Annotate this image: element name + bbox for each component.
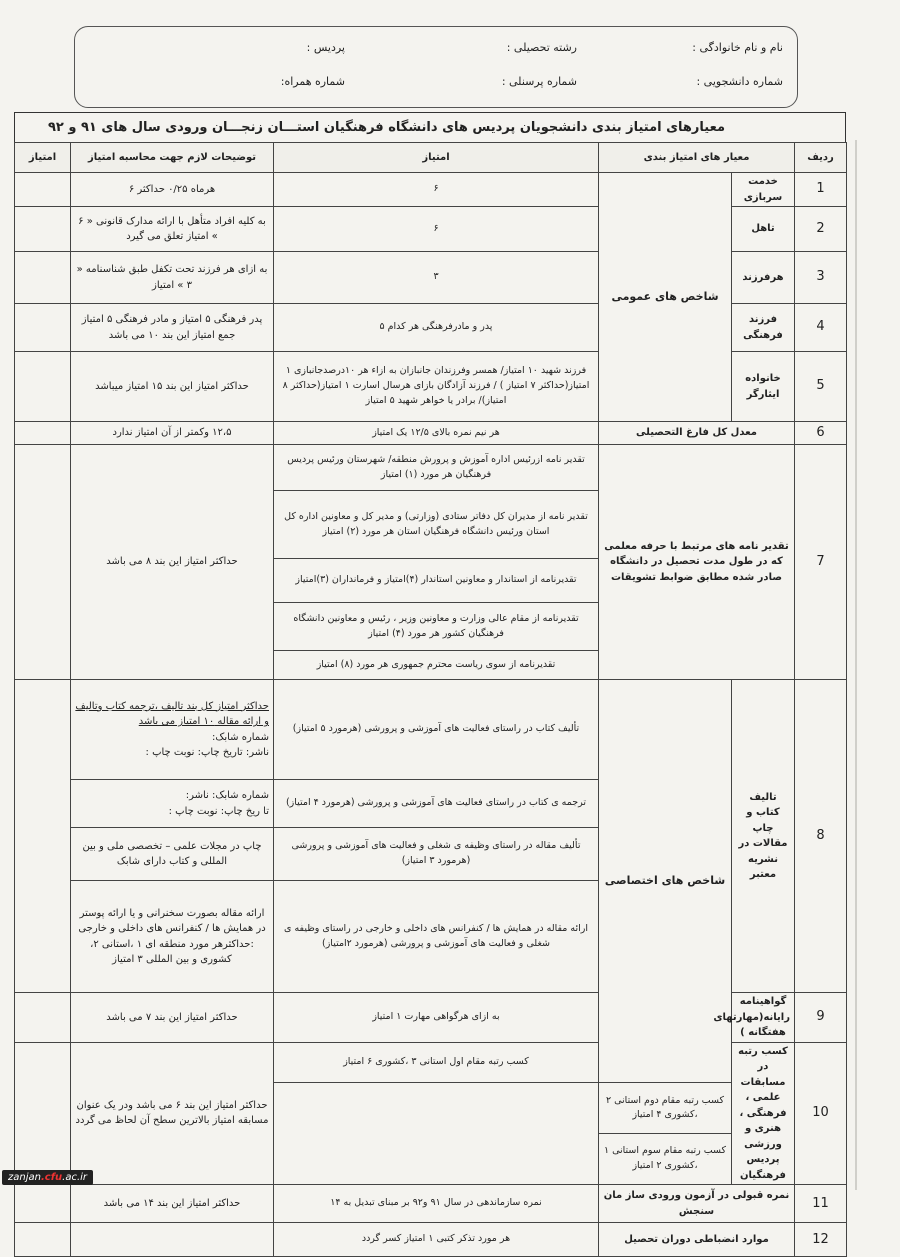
notes-cell: هرماه ۰/۲۵ حداکثر ۶ xyxy=(71,173,274,207)
notes-cell: حداکثر امتیاز این بند ۸ می باشد xyxy=(71,445,274,680)
sub-score-cell: تقدیرنامه از سوی ریاست محترم جمهوری هر مورد (۸) امتیاز xyxy=(274,651,599,680)
site-watermark xyxy=(2,1170,93,1185)
score-cell: ۶ xyxy=(274,207,599,252)
final-score-cell[interactable] xyxy=(15,352,71,422)
notes-cell: پدر فرهنگی ۵ امتیاز و مادر فرهنگی ۵ امتیاز جمع امتیاز این بند ۱۰ می باشد xyxy=(71,304,274,352)
final-score-cell[interactable] xyxy=(15,680,71,993)
final-score-cell[interactable] xyxy=(15,1223,71,1257)
score-cell: به ازای هرگواهی مهارت ۱ امتیاز xyxy=(274,993,599,1043)
sub-score-cell: کسب رتبه مقام اول استانی ۳ ،کشوری ۶ امتیاز xyxy=(274,1042,599,1083)
sub-score-cell: کسب رتبه مقام سوم استانی ۱ ،کشوری ۲ امتیاز xyxy=(599,1134,732,1185)
row-number: 8 xyxy=(795,680,847,993)
score-cell: ۶ xyxy=(274,173,599,207)
field-of-study-label: رشته تحصیلی : xyxy=(506,41,577,54)
table-row xyxy=(15,173,847,207)
col-notes-header: توضیحات لازم جهت محاسبه امتیاز xyxy=(71,143,274,173)
row-number: 2 xyxy=(795,207,847,252)
max-score-note: حداکثر امتیاز کل بند تالیف ،ترجمه کتاب وتالیف و ارائه مقاله ۱۰ امتیاز می باشد xyxy=(75,700,269,728)
sub-score-cell: تألیف مقاله در راستای وظیفه ی شغلی و فعالیت های آموزشی و پرورشی (هرمورد ۳ امتیاز) xyxy=(274,828,599,881)
table-row xyxy=(15,422,847,445)
notes-cell xyxy=(71,780,274,828)
isbn-label: شماره شابک: xyxy=(212,731,269,743)
watermark-text: .cfu xyxy=(40,1172,63,1183)
print-date-label: تا ریخ چاپ: نوبت چاپ : xyxy=(168,805,269,817)
criterion-cell: گواهینامه رایانه(مهارتهای هفتگانه ) xyxy=(732,993,795,1043)
document-title: معیارهای امتیاز بندی دانشجویان پردیس های دانشگاه فرهنگیان استـــان زنجـــان ورودی سال های ۹۱ و ۹۲ xyxy=(14,112,846,142)
student-number-label: شماره دانشجویی : xyxy=(696,75,783,88)
score-cell: ۳ xyxy=(274,252,599,304)
table-header-row xyxy=(15,143,847,173)
score-cell: فرزند شهید ۱۰ امتیاز/ همسر وفرزندان جانبازان به ازاء هر ۱۰درصدجانبازی ۱ امتیاز(حداکثر ۷ امتیاز ) / فرزند آزادگان بازای هرسال اسارت ۱ امتیاز(حداکثر ۸ امتیاز)/ برادر یا خواهر شهید ۵ امتیاز xyxy=(274,352,599,422)
criterion-cell: تالیف کتاب و چاپ مقالات در نشریه معتبر xyxy=(732,680,795,993)
sub-score-cell: تقدیر نامه ازرئیس اداره آموزش و پرورش منطقه/ شهرستان ورئیس پردیس فرهنگیان هر مورد (۱) امتیاز xyxy=(274,445,599,491)
final-score-cell[interactable] xyxy=(15,422,71,445)
score-cell: پدر و مادرفرهنگی هر کدام ۵ xyxy=(274,304,599,352)
notes-cell: ارائه مقاله بصورت سخنرانی و یا ارائه پوستر در همایش ها / کنفرانس های داخلی و خارجی :حداکثرهر مورد منطقه ای ۱ ،استانی ۲، کشوری و بین المللی ۳ امتیاز xyxy=(71,881,274,993)
criterion-cell: معدل کل فارغ التحصیلی xyxy=(599,422,795,445)
group-label-general: شاخص های عمومی xyxy=(599,173,732,422)
notes-cell xyxy=(71,680,274,780)
sub-score-cell: ارائه مقاله در همایش ها / کنفرانس های داخلی و خارجی در راستای وظیفه ی شغلی و فعالیت های آموزشی و پرورشی (هرمورد ۲امتیاز) xyxy=(274,881,599,993)
notes-cell xyxy=(71,1223,274,1257)
col-criterion-header: معیار های امتیاز بندی xyxy=(599,143,795,173)
student-info-box xyxy=(74,26,798,108)
watermark-text: zanjan xyxy=(8,1172,41,1183)
col-row-header: ردیف xyxy=(795,143,847,173)
campus-label: پردیس : xyxy=(306,41,345,54)
table-row xyxy=(15,680,847,780)
isbn-label: شماره شابک: ناشر: xyxy=(185,790,269,802)
notes-cell: حداکثر امتیاز این بند ۱۵ امتیاز میباشد xyxy=(71,352,274,422)
notes-cell: چاپ در مجلات علمی – تخصصی ملی و بین المللی و کتاب دارای شابک xyxy=(71,828,274,881)
final-score-cell[interactable] xyxy=(15,993,71,1043)
criterion-cell: نمره قبولی در آزمون ورودی ساز مان سنجش xyxy=(599,1185,795,1223)
publisher-label: ناشر: تاریخ چاپ: نوبت چاپ : xyxy=(145,747,269,759)
notes-cell: حداکثر امتیاز این بند ۶ می باشد ودر یک عنوان مسابقه امتیاز بالاترین سطح آن لحاظ می گردد xyxy=(71,1042,274,1185)
notes-cell: به ازای هر فرزند تحت تکفل طبق شناسنامه « ۳ » امتیاز xyxy=(71,252,274,304)
name-field-label: نام و نام خانوادگی : xyxy=(692,41,783,54)
table-row xyxy=(15,445,847,491)
criterion-cell: خدمت سربازی xyxy=(732,173,795,207)
scan-edge xyxy=(855,140,857,1190)
criterion-cell: هرفرزند xyxy=(732,252,795,304)
sub-score-cell: تألیف کتاب در راستای فعالیت های آموزشی و پرورشی (هرمورد ۵ امتیاز) xyxy=(274,680,599,780)
group-label-specific: شاخص های اختصاصی xyxy=(599,680,732,1083)
score-cell: نمره سازماندهی در سال ۹۱ و۹۲ بر مبنای تبدیل به ۱۴ xyxy=(274,1185,599,1223)
row-number: 12 xyxy=(795,1223,847,1257)
sub-score-cell: تقدیرنامه از استاندار و معاونین استاندار (۴)امتیاز و فرمانداران (۳)امتیاز xyxy=(274,559,599,603)
score-cell: هر مورد تذکر کتبی ۱ امتیاز کسر گردد xyxy=(274,1223,599,1257)
watermark-text: .ac.ir xyxy=(62,1172,88,1183)
notes-cell: ۱۲،۵ وکمتر از آن امتیاز ندارد xyxy=(71,422,274,445)
row-number: 11 xyxy=(795,1185,847,1223)
notes-cell: حداکثر امتیاز این بند ۱۴ می باشد xyxy=(71,1185,274,1223)
criterion-cell: تقدیر نامه های مرتبط با حرفه معلمی که در طول مدت تحصیل در دانشگاه صادر شده مطابق ضوابط تشویقات xyxy=(599,445,795,680)
col-final-header: امتیاز xyxy=(15,143,71,173)
final-score-cell[interactable] xyxy=(15,173,71,207)
notes-cell: به کلیه افراد متأهل با ارائه مدارک قانونی « ۶ » امتیاز تعلق می گیرد xyxy=(71,207,274,252)
criterion-cell: تاهل xyxy=(732,207,795,252)
final-score-cell[interactable] xyxy=(15,1042,71,1185)
final-score-cell[interactable] xyxy=(15,252,71,304)
notes-cell: حداکثر امتیاز این بند ۷ می باشد xyxy=(71,993,274,1043)
final-score-cell[interactable] xyxy=(15,445,71,680)
personnel-number-label: شماره پرسنلی : xyxy=(501,75,577,88)
final-score-cell[interactable] xyxy=(15,304,71,352)
score-cell: هر نیم نمره بالای ۱۲/۵ یک امتیاز xyxy=(274,422,599,445)
sub-score-cell: تقدیرنامه از مقام عالی وزارت و معاونین وزیر ، رئیس و معاونین دانشگاه فرهنگیان کشور هر مورد (۴) امتیاز xyxy=(274,603,599,651)
row-number: 7 xyxy=(795,445,847,680)
row-number: 4 xyxy=(795,304,847,352)
final-score-cell[interactable] xyxy=(15,207,71,252)
criterion-cell: کسب رتبه در مسابقات علمی ، فرهنگی ، هنری و ورزشی پردیس فرهنگیان xyxy=(732,1042,795,1185)
sub-score-cell: کسب رتبه مقام دوم استانی ۲ ،کشوری ۴ امتیاز xyxy=(599,1083,732,1134)
scoring-table xyxy=(14,142,847,1257)
final-score-cell[interactable] xyxy=(15,1185,71,1223)
criterion-cell: فرزند فرهنگی xyxy=(732,304,795,352)
row-number: 9 xyxy=(795,993,847,1043)
row-number: 5 xyxy=(795,352,847,422)
row-number: 10 xyxy=(795,1042,847,1185)
sub-score-cell: ترجمه ی کتاب در راستای فعالیت های آموزشی و پرورشی (هرمورد ۴ امتیاز) xyxy=(274,780,599,828)
col-score-header: امتیاز xyxy=(274,143,599,173)
table-row xyxy=(15,1223,847,1257)
row-number: 6 xyxy=(795,422,847,445)
criterion-cell: خانواده ایثارگر xyxy=(732,352,795,422)
sub-score-cell: تقدیر نامه از مدیران کل دفاتر ستادی (وزارتی) و مدیر کل و معاونین اداره کل استان ورئیس دانشگاه فرهنگیان استان هر مورد (۲) امتیاز xyxy=(274,491,599,559)
phone-number-label: شماره همراه: xyxy=(280,75,345,88)
row-number: 3 xyxy=(795,252,847,304)
criterion-cell: موارد انضباطی دوران تحصیل xyxy=(599,1223,795,1257)
row-number: 1 xyxy=(795,173,847,207)
table-row xyxy=(15,1185,847,1223)
